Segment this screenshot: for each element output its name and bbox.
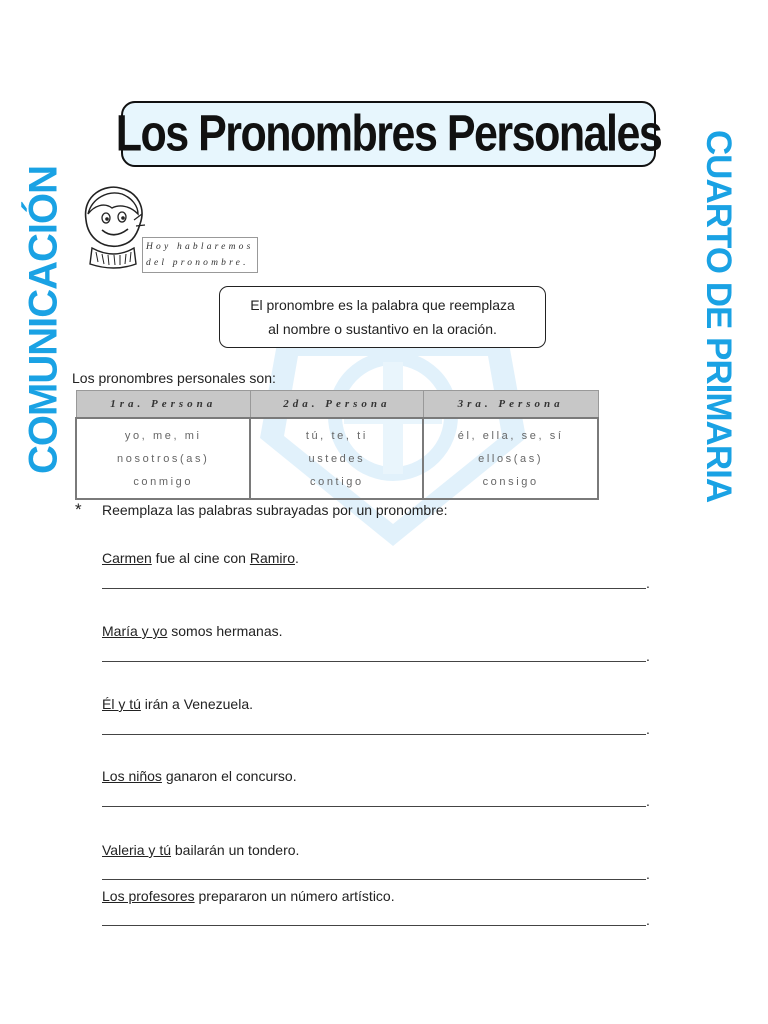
line-end-dot: . [646, 866, 650, 882]
subject-label-text: COMUNICACIÓN [21, 166, 66, 474]
exercise-sentence-4 [102, 768, 297, 784]
line-end-dot: . [646, 575, 650, 591]
underlined-word: Los profesores [102, 888, 195, 904]
table-header-row [76, 391, 598, 419]
exercise-sentence-6 [102, 888, 395, 904]
pronoun-table [75, 390, 599, 500]
underlined-word: Valeria y tú [102, 842, 171, 858]
line-end-dot: . [646, 912, 650, 928]
table-row [76, 418, 598, 499]
speech-line-1: Hoy hablaremos [146, 242, 254, 252]
definition-box [219, 286, 546, 348]
underlined-word: Él y tú [102, 696, 141, 712]
table-intro: Los pronombres personales son: [72, 370, 276, 386]
definition-line-1: El pronombre es la palabra que reemplaza [250, 297, 515, 313]
cell-line: consigo [482, 476, 539, 488]
line-end-dot: . [646, 793, 650, 809]
answer-line-3[interactable] [102, 734, 646, 735]
line-end-dot: . [646, 648, 650, 664]
cell-second-person [250, 418, 423, 499]
header-first-person: 1ra. Persona [76, 391, 250, 419]
instruction-text: Reemplaza las palabras subrayadas por un pronombre: [102, 502, 448, 518]
exercise-sentence-1 [102, 550, 299, 566]
cell-line: él, ella, se, sí [457, 430, 564, 442]
exercise-sentence-3 [102, 696, 253, 712]
grade-label [698, 129, 738, 503]
subject-label [20, 162, 68, 478]
sentence-text: . [294, 550, 299, 566]
cell-line: tú, te, ti [305, 430, 368, 442]
sentence-text: prepararon un número artístico. [194, 888, 395, 904]
bullet-asterisk: * [75, 500, 82, 519]
underlined-word: Carmen [102, 550, 152, 566]
line-end-dot: . [646, 721, 650, 737]
cell-line: conmigo [133, 476, 194, 488]
underlined-word: Ramiro [249, 550, 295, 566]
cell-line: ustedes [308, 453, 366, 465]
answer-line-4[interactable] [102, 806, 646, 807]
speech-bubble [142, 237, 258, 273]
header-second-person: 2da. Persona [250, 391, 423, 419]
page-title: Los Pronombres Personales [115, 105, 662, 162]
speech-line-2: del pronombre. [146, 258, 249, 268]
cell-line: ellos(as) [478, 453, 544, 465]
definition-line-2: al nombre o sustantivo en la oración. [268, 321, 497, 337]
sentence-text: ganaron el concurso. [161, 768, 297, 784]
cell-line: nosotros(as) [117, 453, 210, 465]
answer-line-5[interactable] [102, 879, 646, 880]
answer-line-6[interactable] [102, 925, 646, 926]
answer-line-2[interactable] [102, 661, 646, 662]
underlined-word: Los niños [102, 768, 162, 784]
sentence-text: fue al cine con [151, 550, 250, 566]
cell-line: contigo [310, 476, 364, 488]
cell-line: yo, me, mi [124, 430, 202, 442]
underlined-word: María y yo [102, 623, 168, 639]
sentence-text: bailarán un tondero. [171, 842, 300, 858]
sentence-text: somos hermanas. [167, 623, 283, 639]
cell-third-person [423, 418, 598, 499]
grade-label-text: CUARTO DE PRIMARIA [699, 129, 738, 503]
exercise-sentence-5 [102, 842, 299, 858]
sentence-text: irán a Venezuela. [140, 696, 253, 712]
mascot-face-icon [78, 180, 150, 272]
header-third-person: 3ra. Persona [423, 391, 598, 419]
title-box [115, 101, 662, 167]
exercise-sentence-2 [102, 623, 283, 639]
answer-line-1[interactable] [102, 588, 646, 589]
cell-first-person [76, 418, 250, 499]
